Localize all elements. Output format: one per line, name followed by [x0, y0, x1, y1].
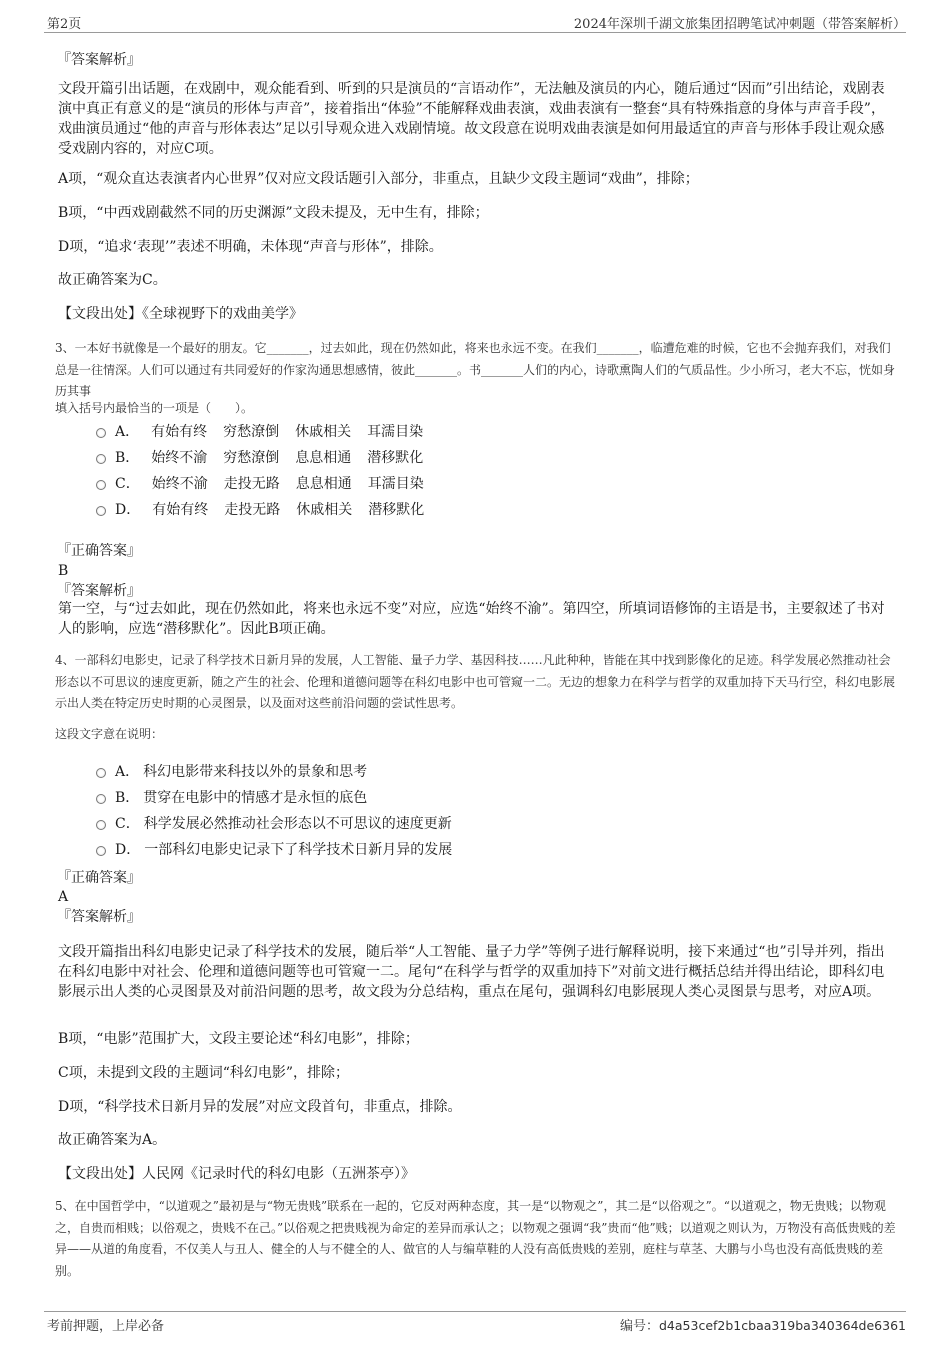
- radio-icon[interactable]: [96, 480, 106, 490]
- option-word: 有始有终: [152, 502, 209, 518]
- q3-option-b[interactable]: [96, 448, 423, 468]
- page-number: 第2页: [47, 17, 82, 32]
- q3-analysis-text: 第一空，与“过去如此，现在仍然如此，将来也永远不变”对应，应选“始终不渝”。第四空，所填词语修饰的主语是书，主要叙述了书对人的影响，应选“潜移默化”。因此B项正确。: [58, 601, 885, 637]
- footer-code: [620, 1315, 906, 1334]
- radio-icon[interactable]: [96, 794, 106, 804]
- radio-icon[interactable]: [96, 846, 106, 856]
- q4-option-d[interactable]: [96, 840, 452, 860]
- option-word: 走投无路: [224, 502, 281, 518]
- option-word: 潜移默化: [368, 502, 425, 518]
- radio-icon[interactable]: [96, 506, 106, 516]
- option-text: 科幻电影带来科技以外的景象和思考: [143, 764, 368, 780]
- q2-note-d: D项，“追求‘表现’”表述不明确，未体现“声音与形体”，排除。: [58, 239, 443, 255]
- option-text: 科学发展必然推动社会形态以不可思议的速度更新: [143, 816, 452, 832]
- q2-source: 【文段出处】《全球视野下的戏曲美学》: [58, 306, 303, 322]
- option-word: 有始有终: [151, 424, 208, 440]
- q4-conclusion: 故正确答案为A。: [58, 1132, 167, 1148]
- option-key: D．: [115, 502, 141, 518]
- q3-answer-label: 『正确答案』: [57, 543, 141, 559]
- q4-option-c[interactable]: [96, 814, 452, 834]
- q3-answer: B: [58, 563, 69, 579]
- radio-icon[interactable]: [96, 428, 106, 438]
- option-word: 耳濡目染: [367, 476, 424, 492]
- document-title: 2024年深圳千湖文旅集团招聘笔试冲刺题（带答案解析）: [573, 17, 906, 32]
- q4-analysis-label: 『答案解析』: [57, 909, 141, 925]
- q3-stem: 3、一本好书就像是一个最好的朋友。它_______，过去如此，现在仍然如此，将来也永远不变。在我们_______，临遭危难的时候，它也不会抛弃我们，对我们总是一往情深。人们可以通过有共同爱好的作家沟通思想感情，彼此_______。书_______人们的内心，诗歌熏陶人们的气质品性。少小所习，老大不忘，恍如身历其事: [55, 341, 896, 398]
- q3-option-c[interactable]: [96, 474, 424, 494]
- option-text: 贯穿在电影中的情感才是永恒的底色: [143, 790, 368, 806]
- q4-note-b: B项，“电影”范围扩大，文段主要论述“科幻电影”，排除；: [58, 1031, 419, 1047]
- option-word: 耳濡目染: [367, 424, 424, 440]
- option-key: A．: [115, 764, 140, 780]
- q2-note-b: B项，“中西戏剧截然不同的历史渊源”文段未提及，无中生有，排除；: [58, 205, 489, 221]
- q2-analysis-label: 『答案解析』: [57, 52, 141, 68]
- q3-prompt: 填入括号内最恰当的一项是（ ）。: [55, 401, 254, 415]
- footer-divider: [44, 1311, 906, 1312]
- q2-note-a: A项，“观众直达表演者内心世界”仅对应文段话题引入部分，非重点，且缺少文段主题词“戏曲”，排除；: [58, 171, 699, 187]
- q4-note-c: C项，未提到文段的主题词“科幻电影”，排除；: [58, 1065, 350, 1081]
- option-word: 休戚相关: [295, 424, 352, 440]
- q3-analysis-label: 『答案解析』: [57, 583, 141, 599]
- option-word: 穷愁潦倒: [223, 424, 280, 440]
- option-word: 息息相通: [295, 450, 352, 466]
- q4-note-d: D项，“科学技术日新月异的发展”对应文段首句，非重点，排除。: [58, 1099, 462, 1115]
- footer-code-value: d4a53cef2b1cbaa319ba340364de6361: [659, 1318, 906, 1333]
- q4-option-a[interactable]: [96, 762, 367, 782]
- q4-option-b[interactable]: [96, 788, 367, 808]
- radio-icon[interactable]: [96, 820, 106, 830]
- footer-slogan: 考前押题，上岸必备: [47, 1319, 165, 1334]
- option-key: C．: [115, 476, 140, 492]
- q4-prompt: 这段文字意在说明：: [55, 727, 164, 741]
- option-word: 始终不渝: [151, 450, 208, 466]
- q4-answer-label: 『正确答案』: [57, 870, 141, 886]
- option-text: 一部科幻电影史记录下了科学技术日新月异的发展: [144, 842, 453, 858]
- q5-stem: 5、在中国哲学中，“以道观之”最初是与“物无贵贱”联系在一起的，它反对两种态度，其一是“以物观之”，其二是“以俗观之”。“以道观之，物无贵贱；以物观之，自贵而相贱；以俗观之，贵贱不在己。”以俗观之把贵贱视为命定的差异而承认之；以物观之强调“我”贵而“他”贱；以道观之则认为，万物没有高低贵贱的差异——从道的角度看，不仅美人与丑人、健全的人与不健全的人、做官的人与编草鞋的人没有高低贵贱的差别，庭柱与草茎、大鹏与小鸟也没有高低贵贱的差别。: [55, 1199, 896, 1278]
- radio-icon[interactable]: [96, 768, 106, 778]
- radio-icon[interactable]: [96, 454, 106, 464]
- option-word: 潜移默化: [367, 450, 424, 466]
- option-word: 休戚相关: [296, 502, 353, 518]
- option-key: A．: [115, 424, 140, 440]
- q3-option-d[interactable]: [96, 500, 424, 520]
- option-key: C．: [115, 816, 140, 832]
- q2-conclusion: 故正确答案为C。: [58, 272, 167, 288]
- footer-code-label: 编号：: [619, 1319, 659, 1334]
- option-key: B．: [115, 790, 140, 806]
- option-key: B．: [115, 450, 140, 466]
- option-key: D．: [115, 842, 141, 858]
- q4-answer: A: [58, 889, 69, 905]
- q3-option-a[interactable]: [96, 422, 423, 442]
- q4-stem: 4、一部科幻电影史，记录了科学技术日新月异的发展，人工智能、量子力学、基因科技……凡此种种，皆能在其中找到影像化的足迹。科学发展必然推动社会形态以不可思议的速度更新，随之产生的社会、伦理和道德问题等在科幻电影中也可管窥一二。无边的想象力在科学与哲学的双重加持下天马行空，科幻电影展示出人类在特定历史时期的心灵图景，以及面对这些前沿问题的尝试性思考。: [55, 653, 896, 710]
- option-word: 走投无路: [223, 476, 280, 492]
- option-word: 始终不渝: [151, 476, 208, 492]
- q4-source: 【文段出处】人民网《记录时代的科幻电影（五洲茶亭）》: [58, 1166, 415, 1182]
- header-divider: [44, 32, 906, 33]
- page-header: [0, 0, 950, 34]
- option-word: 息息相通: [295, 476, 352, 492]
- q4-analysis-text: 文段开篇指出科幻电影史记录了科学技术的发展，随后举“人工智能、量子力学”等例子进行解释说明，接下来通过“也”引导并列，指出在科幻电影中对社会、伦理和道德问题等也可管窥一二。尾句“在科学与哲学的双重加持下”对前文进行概括总结并得出结论，即科幻电影展示出人类的心灵图景及对前沿问题的思考，故文段为分总结构，重点在尾句，强调科幻电影展现人类心灵图景与思考，对应A项。: [58, 944, 885, 1000]
- q2-analysis-text: 文段开篇引出话题，在戏剧中，观众能看到、听到的只是演员的“言语动作”，无法触及演员的内心，随后通过“因而”引出结论，戏剧表演中真正有意义的是“演员的形体与声音”，接着指出“体验”不能解释戏曲表演，戏曲表演有一整套“具有特殊指意的身体与声音手段”，戏曲演员通过“他的声音与形体表达”足以引导观众进入戏剧情境。故文段意在说明戏曲表演是如何用最适宜的声音与形体手段让观众感受戏剧内容的，对应C项。: [58, 81, 885, 157]
- option-word: 穷愁潦倒: [223, 450, 280, 466]
